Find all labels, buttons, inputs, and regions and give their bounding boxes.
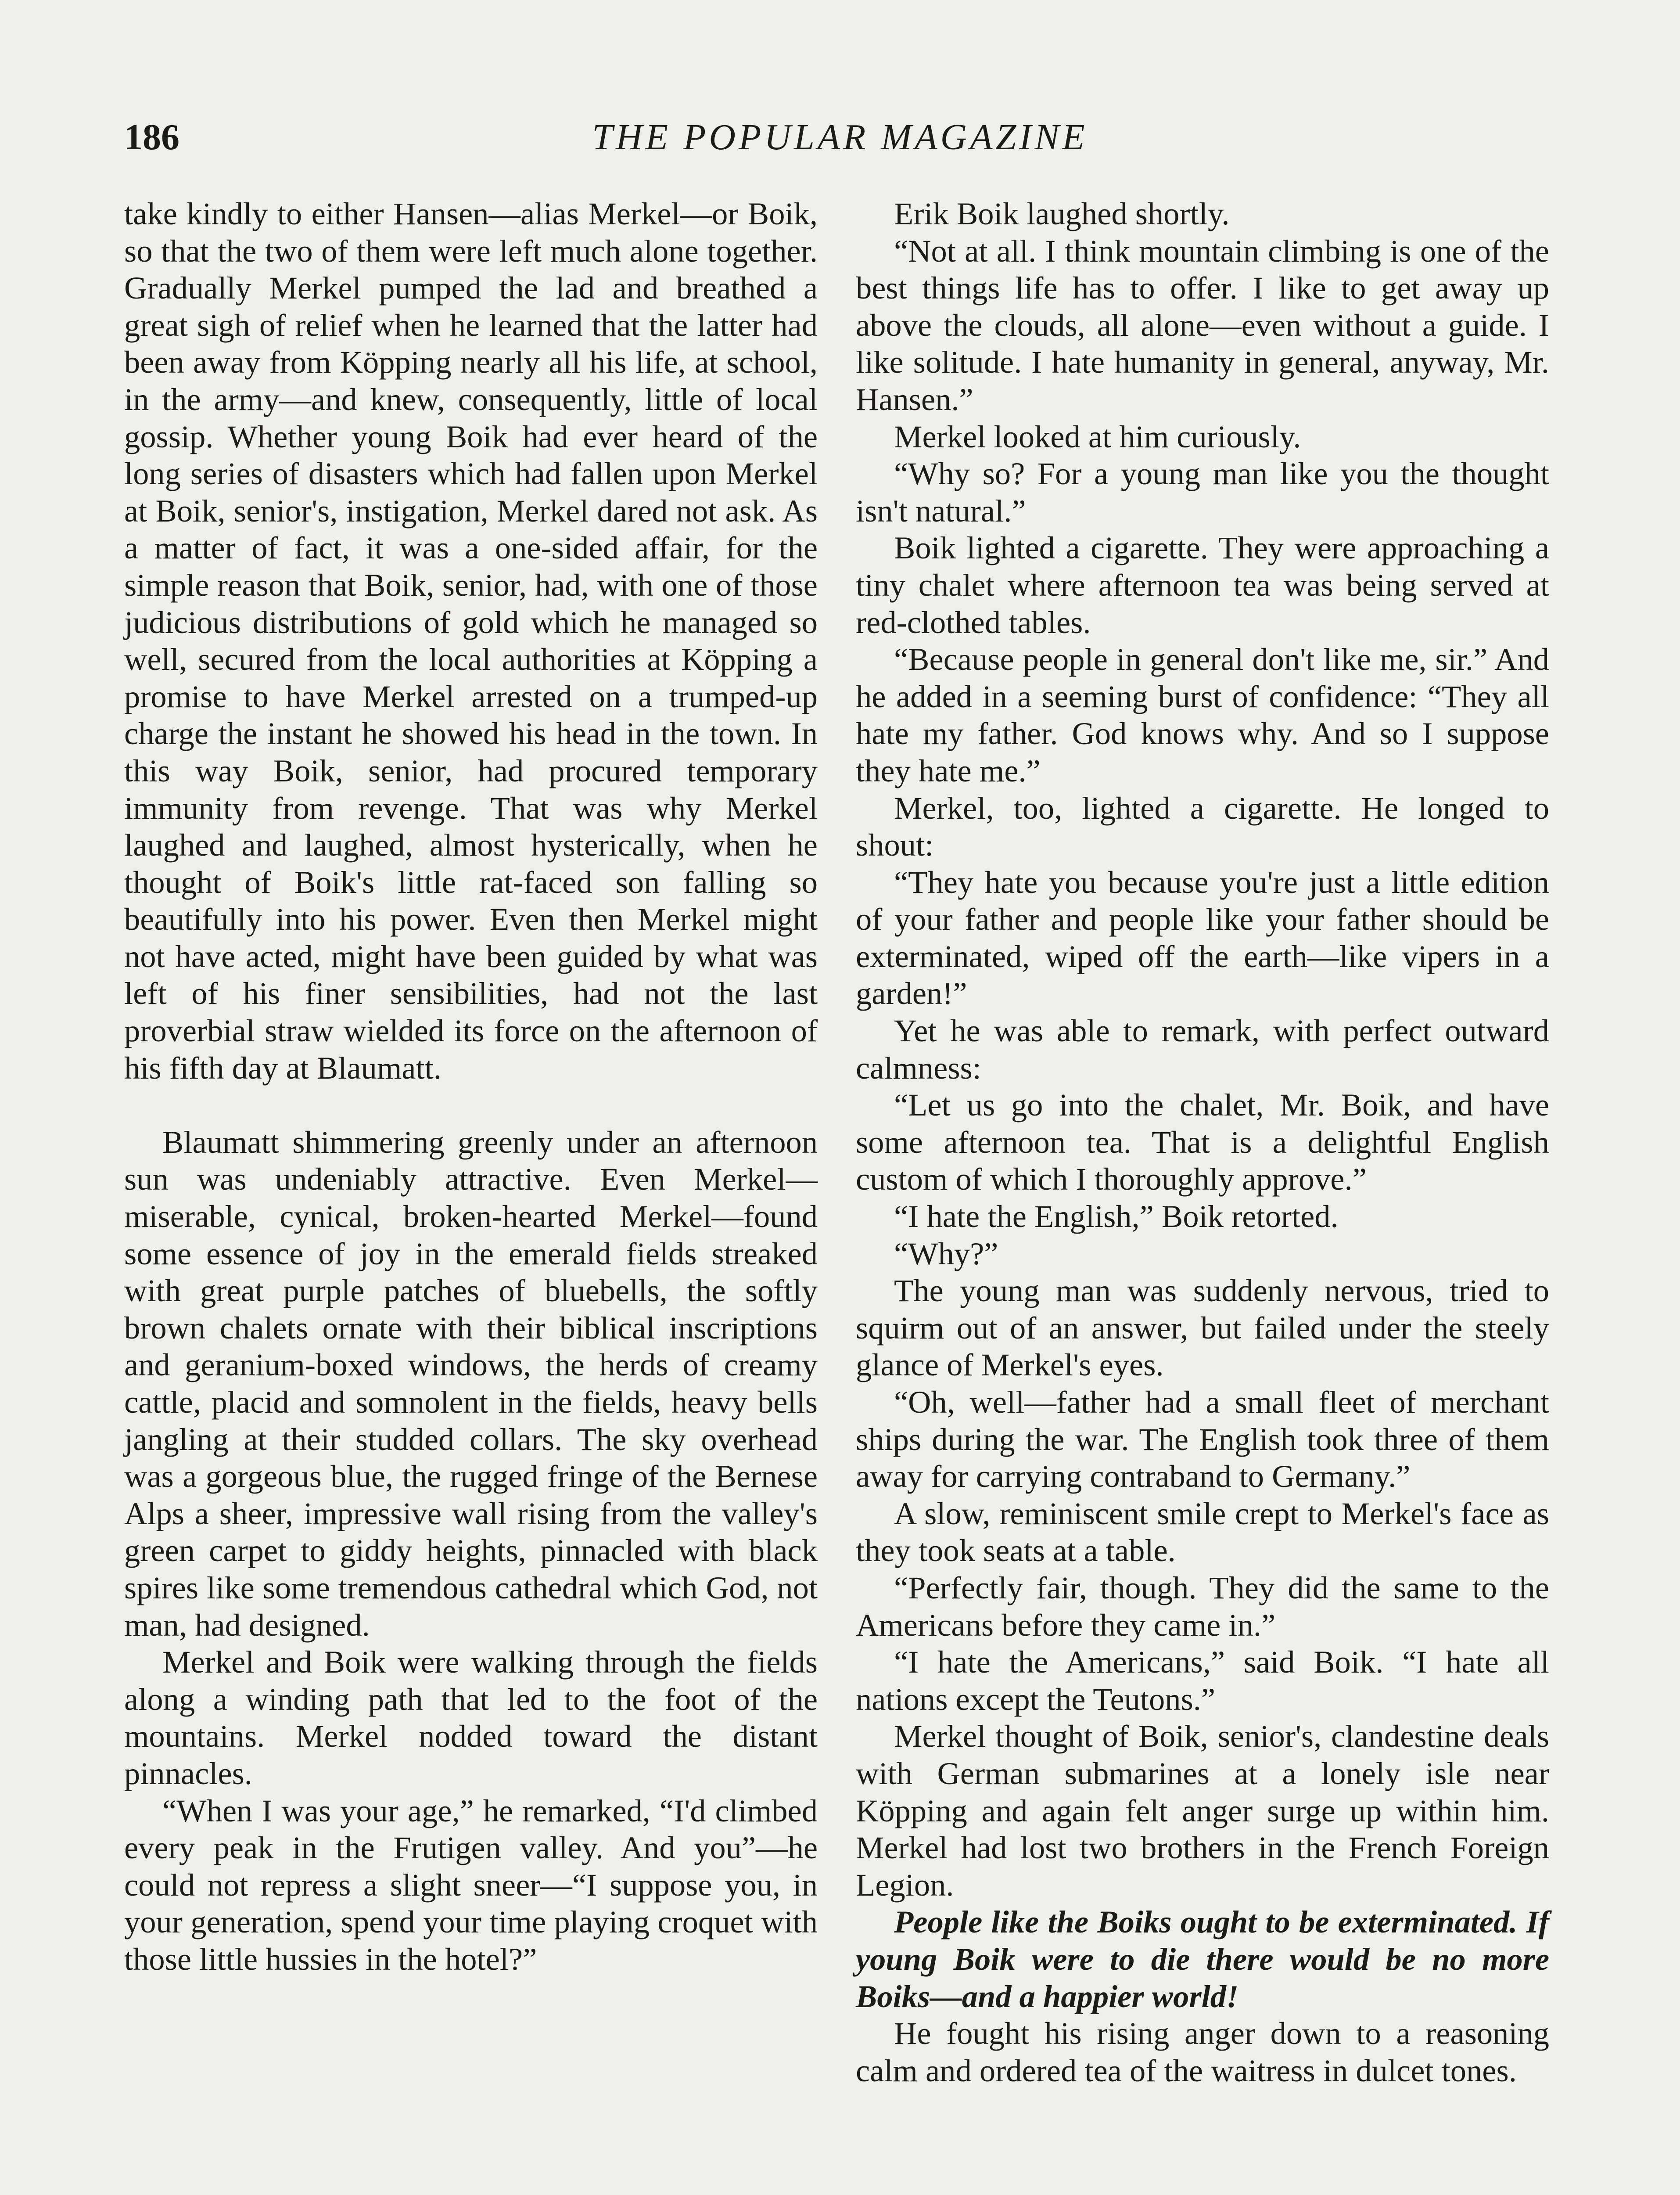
- paragraph: “Why so? For a young man like you the thought isn't natural.”: [856, 456, 1549, 529]
- paragraph: Merkel looked at him curiously.: [894, 418, 1301, 454]
- paragraph: Merkel thought of Boik, senior's, clandestine deals with German submarines at a lonely isle near Köpping and again felt anger surge up within him. Merkel had lost two brothers in the French Foreign Legion.: [856, 1718, 1549, 1903]
- paragraph: “I hate the English,” Boik retorted.: [894, 1198, 1339, 1234]
- paragraph: Erik Boik laughed shortly.: [894, 196, 1230, 231]
- paragraph: Blaumatt shimmering greenly under an afternoon sun was undeniably attractive. Even Merkel—miserable, cynical, broken-hearted Merkel—found some essence of joy in the emerald fields streaked with great purple patches of bluebells, the softly brown chalets ornate with their biblical inscriptions and geranium-boxed windows, the herds of creamy cattle, placid and somnolent in the fields, heavy bells jangling at their studded collars. The sky overhead was a gorgeous blue, the rugged fringe of the Bernese Alps a sheer, impressive wall rising from the valley's green carpet to giddy heights, pinnacled with black spires like some tremendous cathedral which God, not man, had designed.: [124, 1124, 818, 1643]
- paragraph: “They hate you because you're just a little edition of your father and people like your father should be exterminated, wiped off the earth—like vipers in a garden!”: [856, 864, 1549, 1011]
- page-header: [124, 113, 1556, 162]
- paragraph: Merkel and Boik were walking through the fields along a winding path that led to the foot of the mountains. Merkel nodded toward the distant pinnacles.: [124, 1644, 818, 1791]
- paragraph: Merkel, too, lighted a cigarette. He longed to shout:: [856, 790, 1549, 863]
- paragraph: “Because people in general don't like me, sir.” And he added in a seeming burst of confidence: “They all hate my father. God knows why. And so I suppose they hate me.”: [856, 641, 1549, 788]
- paragraph: “Perfectly fair, though. They did the same to the Americans before they came in.”: [856, 1569, 1549, 1643]
- paragraph: Boik lighted a cigarette. They were approaching a tiny chalet where afternoon tea was being served at red-clothed tables.: [856, 530, 1549, 640]
- paragraph: “When I was your age,” he remarked, “I'd climbed every peak in the Frutigen valley. And you”—he could not repress a slight sneer—“I suppose you, in your generation, spend your time playing croquet with those little hussies in the hotel?”: [124, 1792, 818, 1977]
- paragraph: “Why?”: [894, 1235, 998, 1271]
- paragraph: A slow, reminiscent smile crept to Merkel's face as they took seats at a table.: [856, 1495, 1549, 1569]
- italic-paragraph: People like the Boiks ought to be exterminated. If young Boik were to die there would be no more Boiks—and a happier world!: [856, 1904, 1549, 2014]
- paragraph: Yet he was able to remark, with perfect outward calmness:: [856, 1013, 1549, 1086]
- paragraph: “Not at all. I think mountain climbing is one of the best things life has to offer. I like to get away up above the clouds, all alone—even without a guide. I like solitude. I hate humanity in general, anyway, Mr. Hansen.”: [856, 233, 1549, 417]
- paragraph: “Let us go into the chalet, Mr. Boik, and have some afternoon tea. That is a delightful English custom of which I thoroughly approve.”: [856, 1087, 1549, 1197]
- paragraph: “Oh, well—father had a small fleet of merchant ships during the war. The English took three of them away for carrying contraband to Germany.”: [856, 1384, 1549, 1494]
- right-column: [856, 195, 1549, 2089]
- running-title: THE POPULAR MAGAZINE: [592, 117, 1088, 158]
- paragraph: “I hate the Americans,” said Boik. “I hate all nations except the Teutons.”: [856, 1644, 1549, 1717]
- page-number: 186: [124, 117, 179, 158]
- paragraph: The young man was suddenly nervous, tried to squirm out of an answer, but failed under the steely glance of Merkel's eyes.: [856, 1273, 1549, 1383]
- paragraph: He fought his rising anger down to a reasoning calm and ordered tea of the waitress in dulcet tones.: [856, 2015, 1549, 2088]
- left-column: [124, 195, 818, 1978]
- paragraph: take kindly to either Hansen—alias Merkel—or Boik, so that the two of them were left much alone together. Gradually Merkel pumped the lad and breathed a great sigh of relief when he learned that the latter had been away from Köpping nearly all his life, at school, in the army—and knew, consequently, little of local gossip. Whether young Boik had ever heard of the long series of disasters which had fallen upon Merkel at Boik, senior's, instigation, Merkel dared not ask. As a matter of fact, it was a one-sided affair, for the simple reason that Boik, senior, had, with one of those judicious distributions of gold which he managed so well, secured from the local authorities at Köpping a promise to have Merkel arrested on a trumped-up charge the instant he showed his head in the town. In this way Boik, senior, had procured temporary immunity from revenge. That was why Merkel laughed and laughed, almost hysterically, when he thought of Boik's little rat-faced son falling so beautifully into his power. Even then Merkel might not have acted, might have been guided by what was left of his finer sensibilities, had not the last proverbial straw wielded its force on the afternoon of his fifth day at Blaumatt.: [124, 196, 818, 1086]
